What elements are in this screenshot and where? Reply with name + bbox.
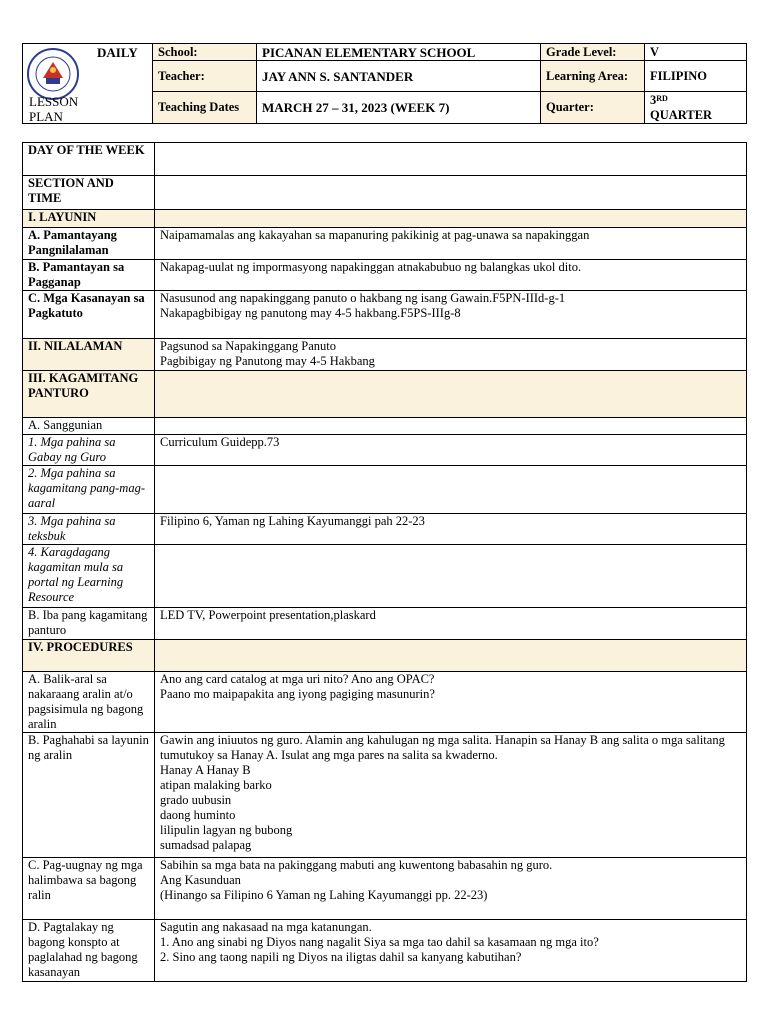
layunin-value — [155, 210, 747, 228]
quarter-num: 3 — [650, 92, 657, 107]
a-label: A. Pamantayang Pangnilalaman — [23, 228, 155, 260]
pb-value: Gawin ang iniuutos ng guro. Alamin ang kahulugan ng mga salita. Hanapin sa Hanay B ang salita o mga salitang tumutukoy sa Hanay A. Isulat ang mga pares na salita sa kwaderno. Hanay A Hanay B atipan malaking barko grado uubusin daong huminto lilipulin lagyan ng bubong sumadsad palapag — [155, 733, 747, 858]
c-value: Nasusunod ang napakinggang panuto o hakbang ng isang Gawain.F5PN-IIId-g-1 Nakapagbibigay ng panutong may 4-5 hakbang.F5PS-IIIg-8 — [155, 291, 747, 339]
area-label: Learning Area: — [541, 61, 645, 92]
sanggunian-label: A. Sanggunian — [23, 418, 155, 435]
kagamitan-label: III. KAGAMITANG PANTURO — [23, 371, 155, 418]
pa-label: A. Balik-aral sa nakaraang aralin at/o pagsisimula ng bagong aralin — [23, 672, 155, 733]
quarter-label: Quarter: — [541, 92, 645, 124]
day-value — [155, 143, 747, 176]
day-label: DAY OF THE WEEK — [23, 143, 155, 176]
header-table — [22, 43, 747, 124]
a-value: Naipamamalas ang kakayahan sa mapanuring pakikinig at pag-unawa sa napakinggan — [155, 228, 747, 260]
b-label: B. Pamantayan sa Pagganap — [23, 260, 155, 291]
section-value — [155, 176, 747, 210]
nilalaman-value: Pagsunod sa Napakinggang Panuto Pagbibigay ng Panutong may 4-5 Hakbang — [155, 339, 747, 371]
quarter-value — [645, 92, 747, 124]
title-daily: DAILY — [97, 45, 138, 60]
quarter-sup: RD — [656, 93, 668, 103]
kagamitan-value — [155, 371, 747, 418]
r3-label: 3. Mga pahina sa teksbuk — [23, 514, 155, 545]
r4-label: 4. Karagdagang kagamitan mula sa portal ng Learning Resource — [23, 545, 155, 608]
teacher-value: JAY ANN S. SANTANDER — [257, 61, 541, 92]
b-value: Nakapag-uulat ng impormasyong napakinggan atnakabubuo ng balangkas ukol dito. — [155, 260, 747, 291]
pd-label: D. Pagtalakay ng bagong konspto at paglalahad ng bagong kasanayan — [23, 920, 155, 982]
r4-value — [155, 545, 747, 608]
school-label: School: — [153, 44, 257, 61]
title-plan: PLAN — [29, 109, 63, 124]
pc-value: Sabihin sa mga bata na pakinggang mabuti ang kuwentong babasahin ng guro. Ang Kasunduan (Hinango sa Filipino 6 Yaman ng Lahing Kayumanggi pp. 22-23) — [155, 858, 747, 920]
pd-value: Sagutin ang nakasaad na mga katanungan. 1. Ano ang sinabi ng Diyos nang nagalit Siya sa mga tao dahil sa kasamaan ng mga ito? 2. Sino ang taong napili ng Diyos na iligtas dahil sa kanyang kabutihan? — [155, 920, 747, 982]
title-lesson: LESSON — [29, 94, 79, 109]
deped-seal-icon — [27, 48, 79, 100]
title-cell — [23, 44, 153, 124]
grade-label: Grade Level: — [541, 44, 645, 61]
sanggunian-value — [155, 418, 747, 435]
quarter-word: QUARTER — [650, 107, 713, 122]
r3-value: Filipino 6, Yaman ng Lahing Kayumanggi pah 22-23 — [155, 514, 747, 545]
procedures-label: IV. PROCEDURES — [23, 640, 155, 672]
pb-label: B. Paghahabi sa layunin ng aralin — [23, 733, 155, 858]
grade-value: V — [645, 44, 747, 61]
dates-label: Teaching Dates — [153, 92, 257, 124]
r2-label: 2. Mga pahina sa kagamitang pang-mag-aaral — [23, 466, 155, 514]
nilalaman-label: II. NILALAMAN — [23, 339, 155, 371]
r1-value: Curriculum Guidepp.73 — [155, 435, 747, 466]
area-value: FILIPINO — [645, 61, 747, 92]
layunin-label: I. LAYUNIN — [23, 210, 155, 228]
section-label: SECTION AND TIME — [23, 176, 155, 210]
dates-value: MARCH 27 – 31, 2023 (WEEK 7) — [257, 92, 541, 124]
rb-value: LED TV, Powerpoint presentation,plaskard — [155, 608, 747, 640]
r1-label: 1. Mga pahina sa Gabay ng Guro — [23, 435, 155, 466]
c-label: C. Mga Kasanayan sa Pagkatuto — [23, 291, 155, 339]
r2-value — [155, 466, 747, 514]
lesson-plan-table — [22, 142, 747, 982]
procedures-value — [155, 640, 747, 672]
teacher-label: Teacher: — [153, 61, 257, 92]
rb-label: B. Iba pang kagamitang panturo — [23, 608, 155, 640]
school-value: PICANAN ELEMENTARY SCHOOL — [257, 44, 541, 61]
pc-label: C. Pag-uugnay ng mga halimbawa sa bagong ralin — [23, 858, 155, 920]
pa-value: Ano ang card catalog at mga uri nito? Ano ang OPAC? Paano mo maipapakita ang iyong pagiging masunurin? — [155, 672, 747, 733]
